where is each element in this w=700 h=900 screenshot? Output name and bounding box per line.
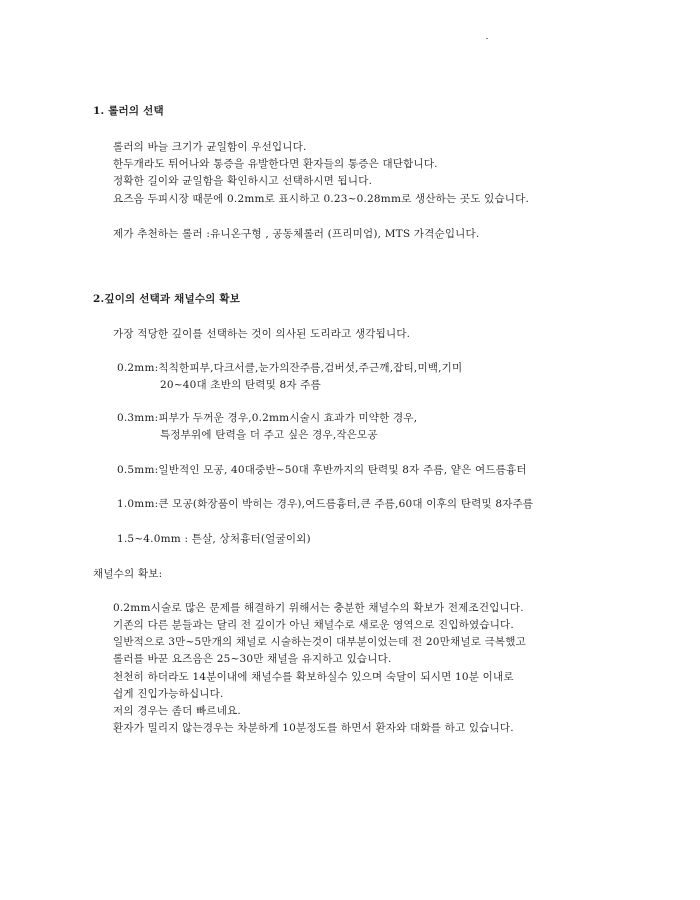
depth-0-2-line: 0.2mm:칙칙한피부,다크서클,눈가의잔주름,검버섯,주근깨,잡티,미백,기미 — [117, 362, 463, 374]
depth-0-2-detail: 20~40대 초반의 탄력및 8자 주름 — [160, 379, 321, 391]
depth-0-5-line: 0.5mm:일반적인 모공, 40대중반~50대 후반까지의 탄력및 8자 주름, 얕은 여드름흉터 — [117, 464, 527, 476]
paragraph-line: 롤러의 바늘 크기가 균일함이 우선입니다. — [113, 141, 307, 153]
section-2-heading: 2.깊이의 선택과 채널수의 확보 — [93, 293, 241, 305]
paragraph-line: 정확한 길이와 균일함을 확인하시고 선택하시면 됩니다. — [113, 175, 373, 187]
paragraph-line: 천천히 하더라도 14분이내에 채널수를 확보하실수 있으며 숙달이 되시면 10분 이내로 — [113, 671, 514, 683]
section-3-heading: 채널수의 확보: — [93, 568, 163, 580]
paragraph-line: 한두개라도 튀어나와 통증을 유발한다면 환자들의 통증은 대단합니다. — [113, 158, 438, 170]
paragraph-line: 쉽게 진입가능하십니다. — [113, 688, 224, 700]
paragraph-line: 일반적으로 3만~5만개의 채널로 시술하는것이 대부분이었는데 전 20만채널로 극복했고 — [113, 636, 526, 648]
paragraph-line: 저의 경우는 좀더 빠르네요. — [113, 705, 241, 717]
depth-0-3-detail: 특정부위에 탄력을 더 주고 싶은 경우,작은모공 — [160, 429, 378, 441]
depth-0-3-line: 0.3mm:피부가 두꺼운 경우,0.2mm시술시 효과가 미약한 경우, — [117, 412, 418, 424]
section-1-heading: 1. 롤러의 선택 — [93, 105, 164, 117]
scan-speck — [486, 38, 488, 39]
paragraph-line: 기존의 다른 분들과는 달리 전 깊이가 아닌 채널수로 새로운 영역으로 진입하였습니다. — [113, 619, 514, 631]
paragraph-line: 0.2mm시술로 많은 문제를 해결하기 위해서는 충분한 채널수의 확보가 전제조건입니다. — [113, 602, 524, 614]
paragraph-line: 요즈음 두피시장 때문에 0.2mm로 표시하고 0.23~0.28mm로 생산하는 곳도 있습니다. — [113, 193, 530, 205]
recommendation-line: 제가 추천하는 롤러 :유니온구형 , 공동체롤러 (프리미엄), MTS 가격순입니다. — [113, 228, 480, 240]
paragraph-line: 환자가 밀리지 않는경우는 차분하게 10분정도를 하면서 환자와 대화를 하고 있습니다. — [113, 722, 514, 734]
depth-1-0-line: 1.0mm:큰 모공(화장품이 박히는 경우),여드름흉터,큰 주름,60대 이후의 탄력및 8자주름 — [117, 498, 534, 510]
intro-line: 가장 적당한 깊이를 선택하는 것이 의사된 도리라고 생각됩니다. — [113, 328, 411, 340]
depth-1-5-4-0-line: 1.5~4.0mm : 튼살, 상처흉터(얼굴이외) — [117, 533, 311, 545]
paragraph-line: 롤러를 바꾼 요즈음은 25~30만 채널을 유지하고 있습니다. — [113, 653, 392, 665]
